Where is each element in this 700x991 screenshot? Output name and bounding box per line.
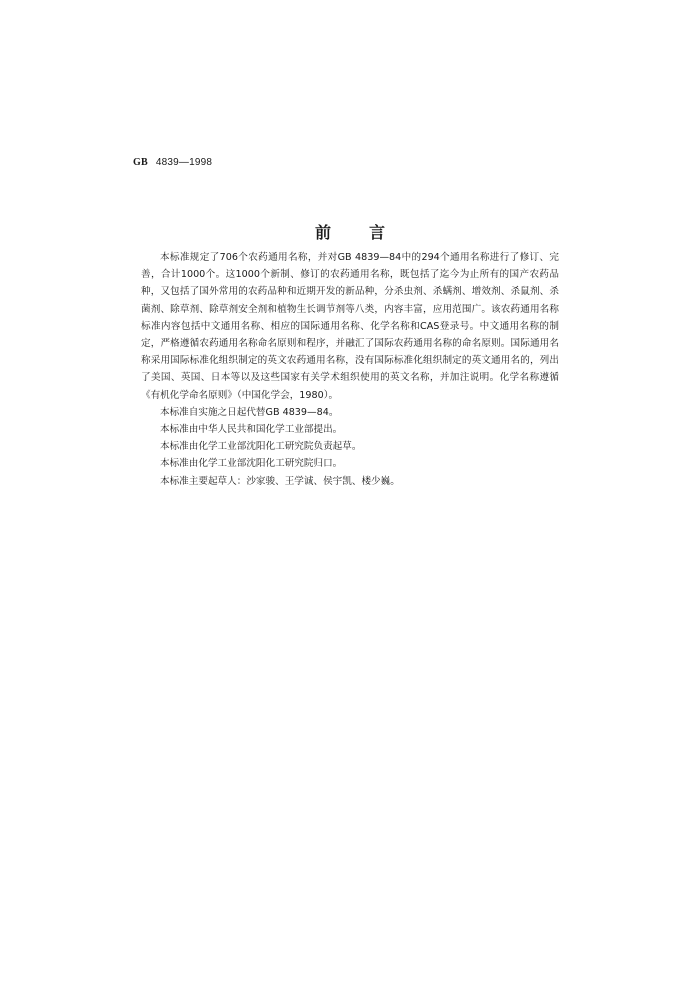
foreword-paragraph-replaces: 本标准自实施之日起代替GB 4839—84。 bbox=[160, 406, 339, 418]
foreword-paragraph-drafters: 本标准主要起草人：沙家骏、王学诚、侯宇凯、楼少巍。 bbox=[160, 475, 400, 487]
foreword-paragraph-proposed-by: 本标准由中华人民共和国化学工业部提出。 bbox=[160, 424, 343, 436]
foreword-body bbox=[141, 249, 559, 490]
foreword-paragraph-scope: 本标准规定了706个农药通用名称，并对GB 4839—84中的294个通用名称进行了修订、完善，合计1000个。这1000个新制、修订的农药通用名称，既包括了迄今为止所有的国产农药品种，又包括了国外常用的农药品种和近期开发的新品种，分杀虫剂、杀螨剂、增效剂、杀鼠剂、杀菌剂、除草剂、除草剂安全剂和植物生长调节剂等八类，内容丰富，应用范围广。该农药通用名称标准内容包括中文通用名称、相应的国际通用名称、化学名称和CAS登录号。中文通用名称的制定，严格遵循农药通用名称命名原则和程序，并融汇了国际农药通用名称的命名原则。国际通用名称采用国际标准化组织制定的英文农药通用名称，没有国际标准化组织制定的英文通用名的，列出了美国、英国、日本等以及这些国家有关学术组织使用的英文名称，并加注说明。化学名称遵循《有机化学命名原则》（中国化学会，1980）。 bbox=[141, 252, 559, 401]
standard-code: GB bbox=[133, 157, 148, 168]
standard-number-header bbox=[133, 157, 212, 168]
standard-number: 4839—1998 bbox=[155, 157, 213, 168]
page-title: 前言 bbox=[314, 223, 423, 242]
foreword-paragraph-drafted-by: 本标准由化学工业部沈阳化工研究院负责起草。 bbox=[160, 441, 362, 453]
foreword-paragraph-administered-by: 本标准由化学工业部沈阳化工研究院归口。 bbox=[160, 458, 343, 470]
